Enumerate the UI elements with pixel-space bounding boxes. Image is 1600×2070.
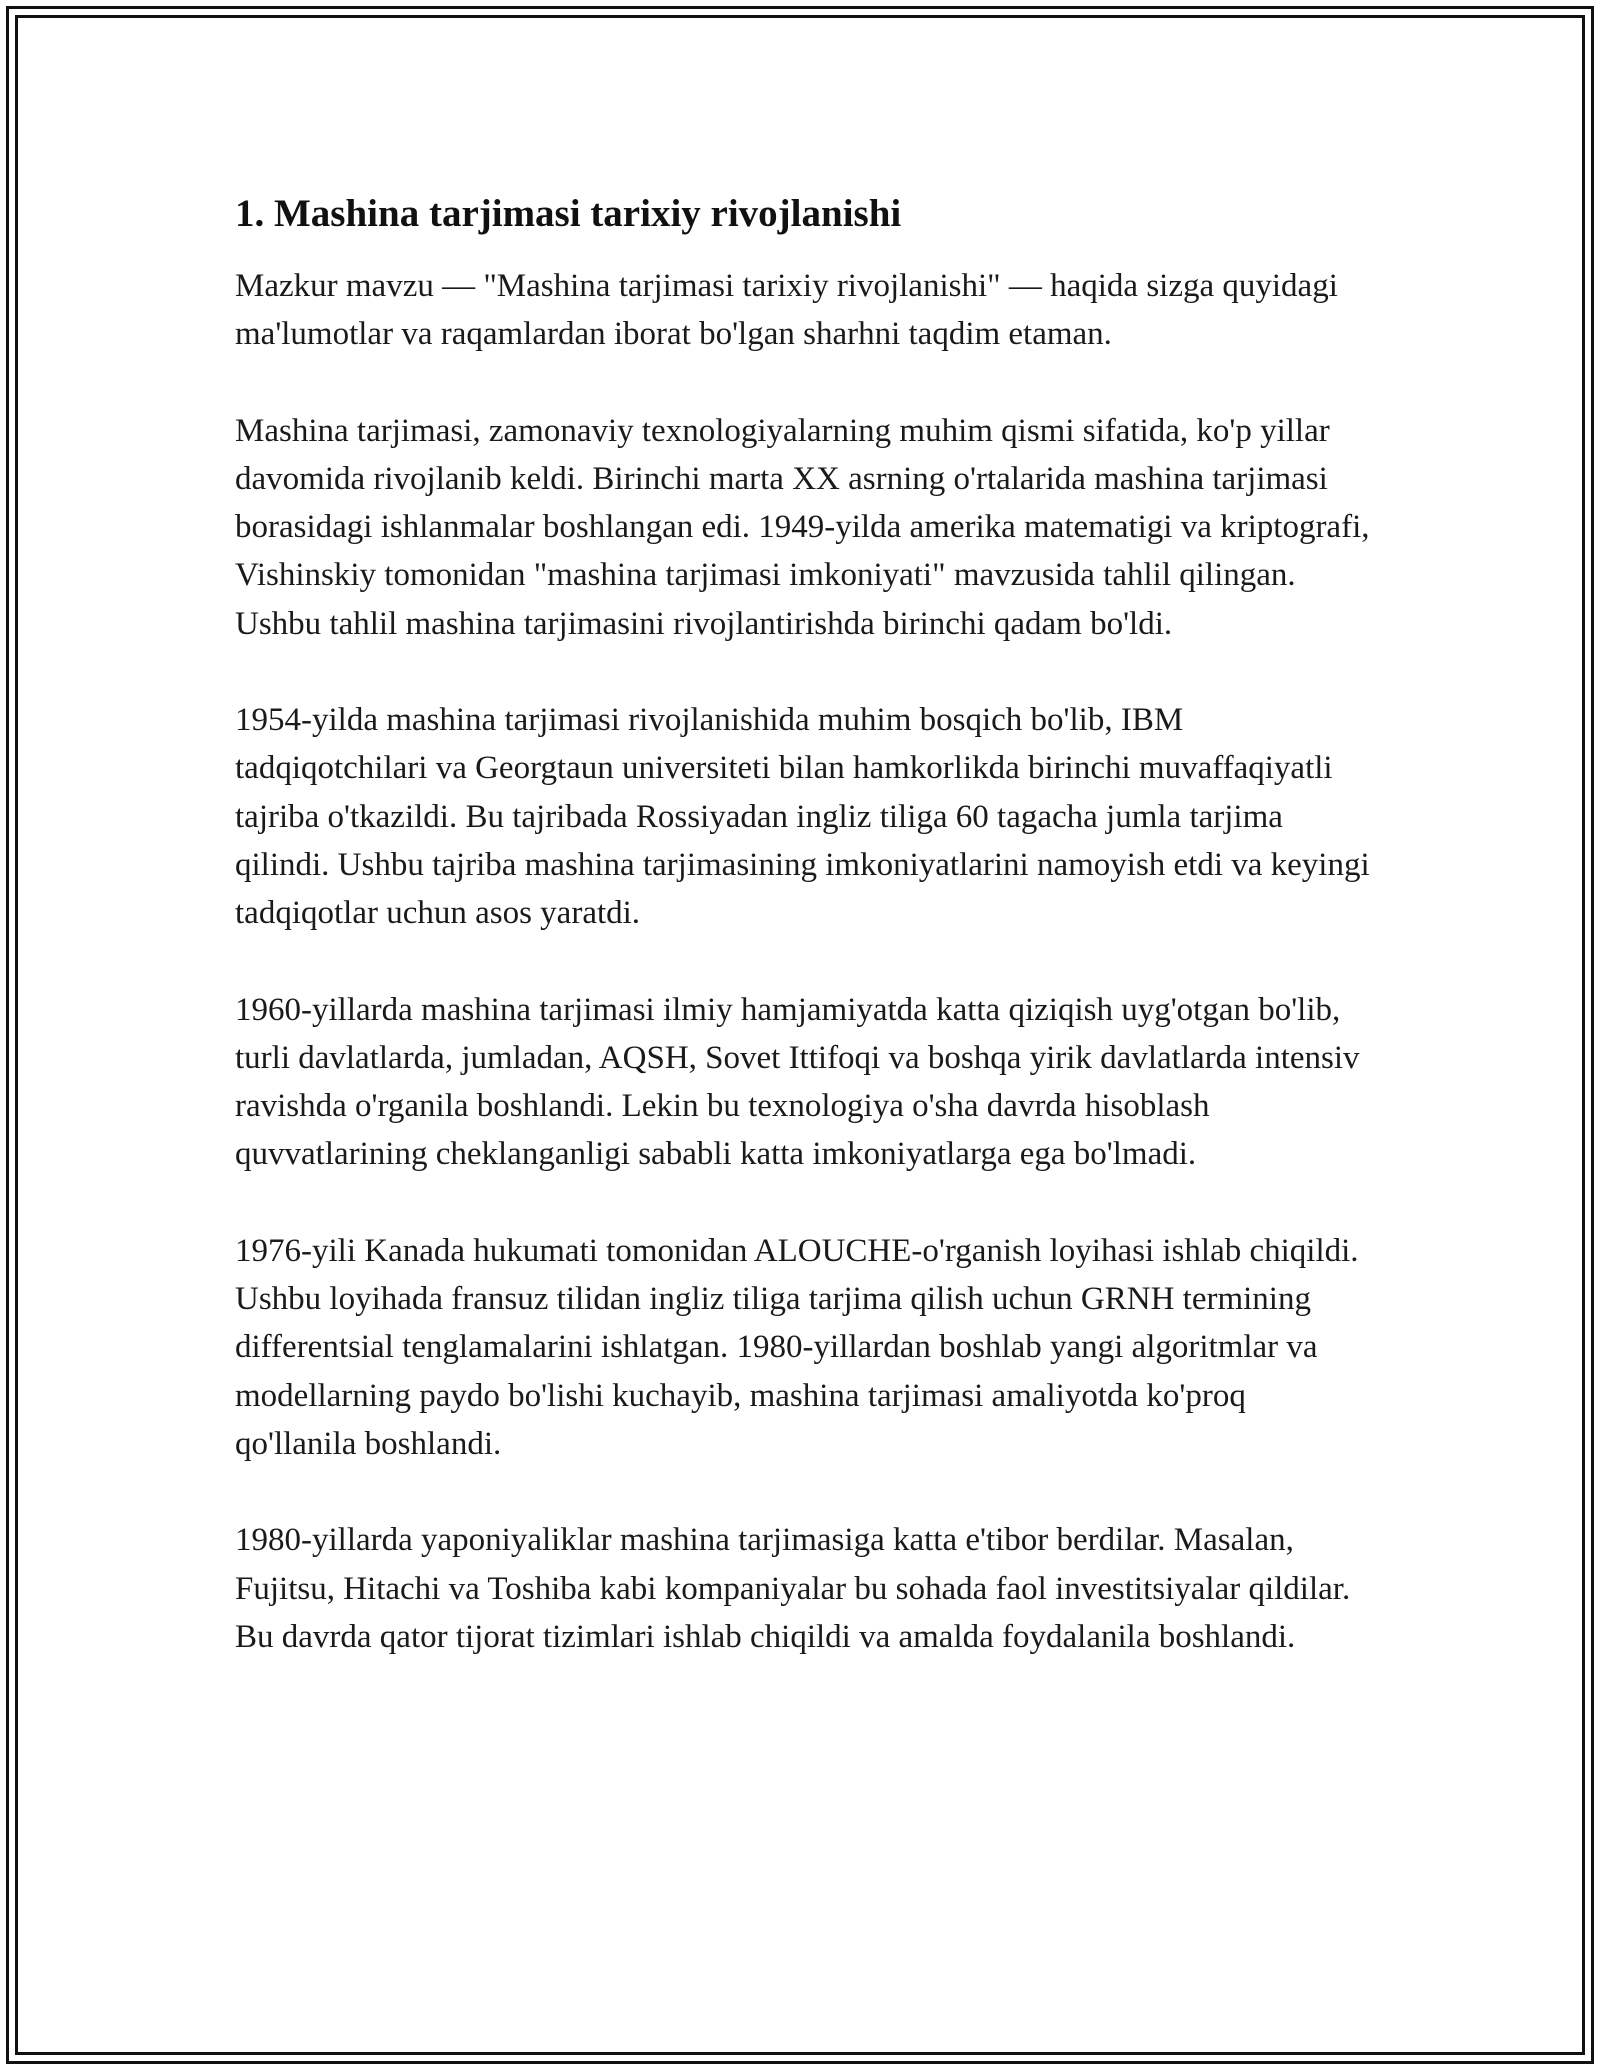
paragraph-1954: 1954-yilda mashina tarjimasi rivojlanishida muhim bosqich bo'lib, IBM tadqiqotchilari va Georgtaun universiteti bilan hamkorlikda birinchi muvaffaqiyatli tajriba o'tkazildi. Bu tajribada Rossiyadan ingliz tiliga 60 tagacha jumla tarjima qilindi. Ushbu tajriba mashina tarjimasining imkoniyatlarini namoyish etdi va keyingi tadqiqotlar uchun asos yaratdi. bbox=[235, 702, 1370, 932]
paragraph-1980s: 1980-yillarda yaponiyaliklar mashina tarjimasiga katta e'tibor berdilar. Masalan, Fujitsu, Hitachi va Toshiba kabi kompaniyalar bu sohada faol investitsiyalar qildilar. Bu davrda qator tijorat tizimlari ishlab chiqildi va amalda foydalanila boshlandi. bbox=[235, 1522, 1351, 1655]
document-title: 1. Mashina tarjimasi tarixiy rivojlanishi bbox=[235, 192, 902, 235]
paragraph-origins: Mashina tarjimasi, zamonaviy texnologiyalarning muhim qismi sifatida, ko'p yillar davomida rivojlanib keldi. Birinchi marta XX asrning o'rtalarida mashina tarjimasi borasidagi ishlanmalar boshlangan edi. 1949-yilda amerika matematigi va kriptografi, Vishinskiy tomonidan "mashina tarjimasi imkoniyati" mavzusida tahlil qilingan. Ushbu tahlil mashina tarjimasini rivojlantirishda birinchi qadam bo'ldi. bbox=[235, 412, 1370, 642]
paragraph-1960s: 1960-yillarda mashina tarjimasi ilmiy hamjamiyatda katta qiziqish uyg'otgan bo'lib, turli davlatlarda, jumladan, AQSH, Sovet Ittifoqi va boshqa yirik davlatlarda intensiv ravishda o'rganila boshlandi. Lekin bu texnologiya o'sha davrda hisoblash quvvatlarining cheklanganligi sababli katta imkoniyatlarga ega bo'lmadi. bbox=[235, 991, 1360, 1173]
paragraph-intro: Mazkur mavzu — "Mashina tarjimasi tarixiy rivojlanishi" — haqida sizga quyidagi ma'lumotlar va raqamlardan iborat bo'lgan sharhni taqdim etaman. bbox=[235, 268, 1338, 353]
document-body bbox=[235, 190, 1375, 1709]
paragraph-1976: 1976-yili Kanada hukumati tomonidan ALOUCHE-o'rganish loyihasi ishlab chiqildi. Ushbu loyihada fransuz tilidan ingliz tiliga tarjima qilish uchun GRNH termining differentsial tenglamalarini ishlatgan. 1980-yillardan boshlab yangi algoritmlar va modellarning paydo bo'lishi kuchayib, mashina tarjimasi amaliyotda ko'proq qo'llanila boshlandi. bbox=[235, 1232, 1359, 1462]
